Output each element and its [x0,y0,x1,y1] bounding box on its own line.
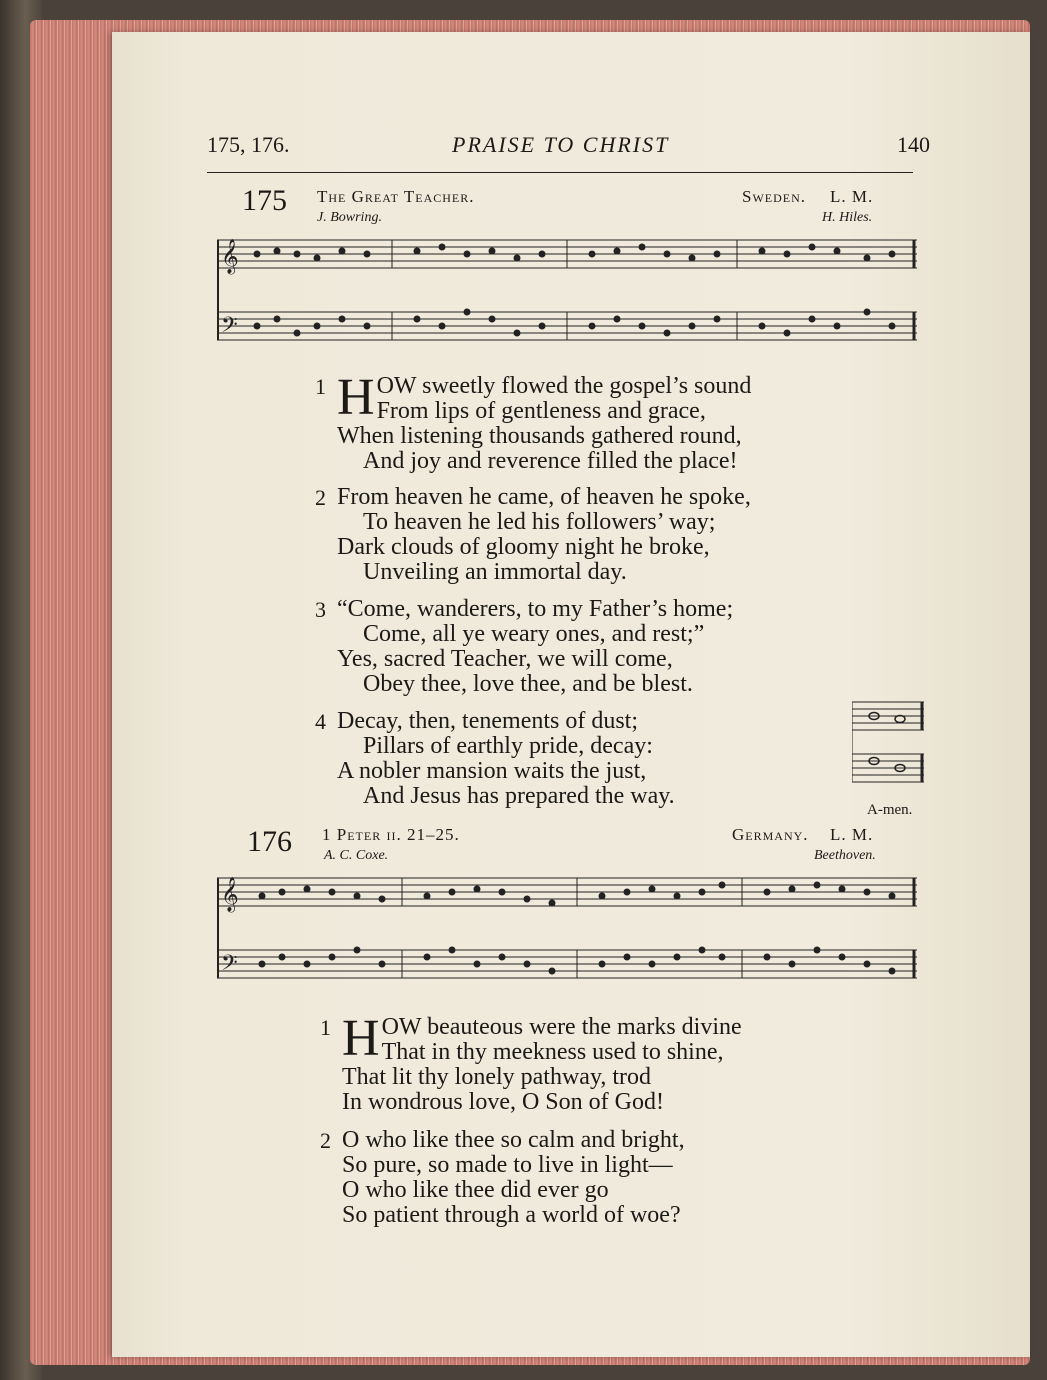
verse-line: That lit thy lonely pathway, trod [342,1064,652,1090]
verse-line: A nobler mansion waits the just, [337,758,647,784]
verse-number: 1 [320,1015,331,1040]
hymn-176-reference: 1 Peter ii. 21–25. [322,825,460,844]
svg-text:𝄢: 𝄢 [221,313,238,343]
hymn-number-176: 176 [247,825,292,858]
verse-number: 3 [315,597,326,622]
drop-cap: H [337,369,375,426]
hymn-175-verse-4 [315,708,675,809]
hymnal-page [112,32,1030,1357]
verse-line: Yes, sacred Teacher, we will come, [337,646,673,672]
hymn-175-author: J. Bowring. [317,210,382,225]
verse-line: And Jesus has prepared the way. [363,783,675,809]
verse-line: O who like thee so calm and bright, [342,1127,685,1153]
hymn-176-tune: Germany. [732,825,809,844]
svg-text:𝄞: 𝄞 [221,239,239,274]
drop-cap: H [342,1010,380,1067]
verse-line: Obey thee, love thee, and be blest. [363,671,693,697]
svg-text:𝄢: 𝄢 [221,951,238,981]
hymn-176-verse-2 [320,1127,685,1228]
verse-line: In wondrous love, O Son of God! [342,1089,664,1115]
hymn-175-verse-2 [315,484,751,585]
hymn-175-meter: L. M. [830,187,874,206]
header-rule [207,172,913,173]
hymn-number-175: 175 [242,184,287,217]
verse-line: Come, all ye weary ones, and rest;” [363,621,705,647]
verse-line: OW sweetly flowed the gospel’s sound [376,373,752,399]
hymn-176-meter: L. M. [830,825,874,844]
verse-number: 2 [315,485,326,510]
hymn-175-score [217,232,917,367]
page-section-title: PRAISE TO CHRIST [452,132,670,157]
verse-number: 4 [315,709,326,734]
verse-line: When listening thousands gathered round, [337,423,742,449]
verse-line: Decay, then, tenements of dust; [337,708,639,734]
hymn-175-tune: Sweden. [742,187,807,206]
verse-line: OW beauteous were the marks divine [381,1014,742,1040]
verse-line: And joy and reverence filled the place! [363,448,738,474]
page-number: 140 [897,132,930,157]
hymn-175-verse-3 [315,596,734,697]
verse-line: “Come, wanderers, to my Father’s home; [337,596,734,622]
hymn-175-verse-1 [315,369,752,474]
verse-line: From heaven he came, of heaven he spoke, [337,484,751,510]
amen-label: A-men. [867,802,913,818]
hymn-175-title: The Great Teacher. [317,187,475,206]
hymn-176-composer: Beethoven. [814,848,876,863]
verse-line: Dark clouds of gloomy night he broke, [337,534,710,560]
hymn-176-author: A. C. Coxe. [324,848,389,863]
verse-number: 2 [320,1128,331,1153]
page-range: 175, 176. [207,132,290,157]
hymn-176-verse-1 [320,1010,742,1115]
verse-line: That in thy meekness used to shine, [381,1039,724,1065]
verse-line: So patient through a world of woe? [342,1202,681,1228]
verse-line: So pure, so made to live in light— [342,1152,673,1178]
verse-line: O who like thee did ever go [342,1177,609,1203]
hymn-175-composer: H. Hiles. [822,210,873,225]
hymn-176-score [217,870,917,1005]
verse-line: Pillars of earthly pride, decay: [363,733,653,759]
verse-line: From lips of gentleness and grace, [376,398,706,424]
svg-text:𝄞: 𝄞 [221,877,239,912]
verse-number: 1 [315,374,326,399]
verse-line: Unveiling an immortal day. [363,559,627,585]
amen-score [852,692,924,807]
verse-line: To heaven he led his followers’ way; [363,509,716,535]
